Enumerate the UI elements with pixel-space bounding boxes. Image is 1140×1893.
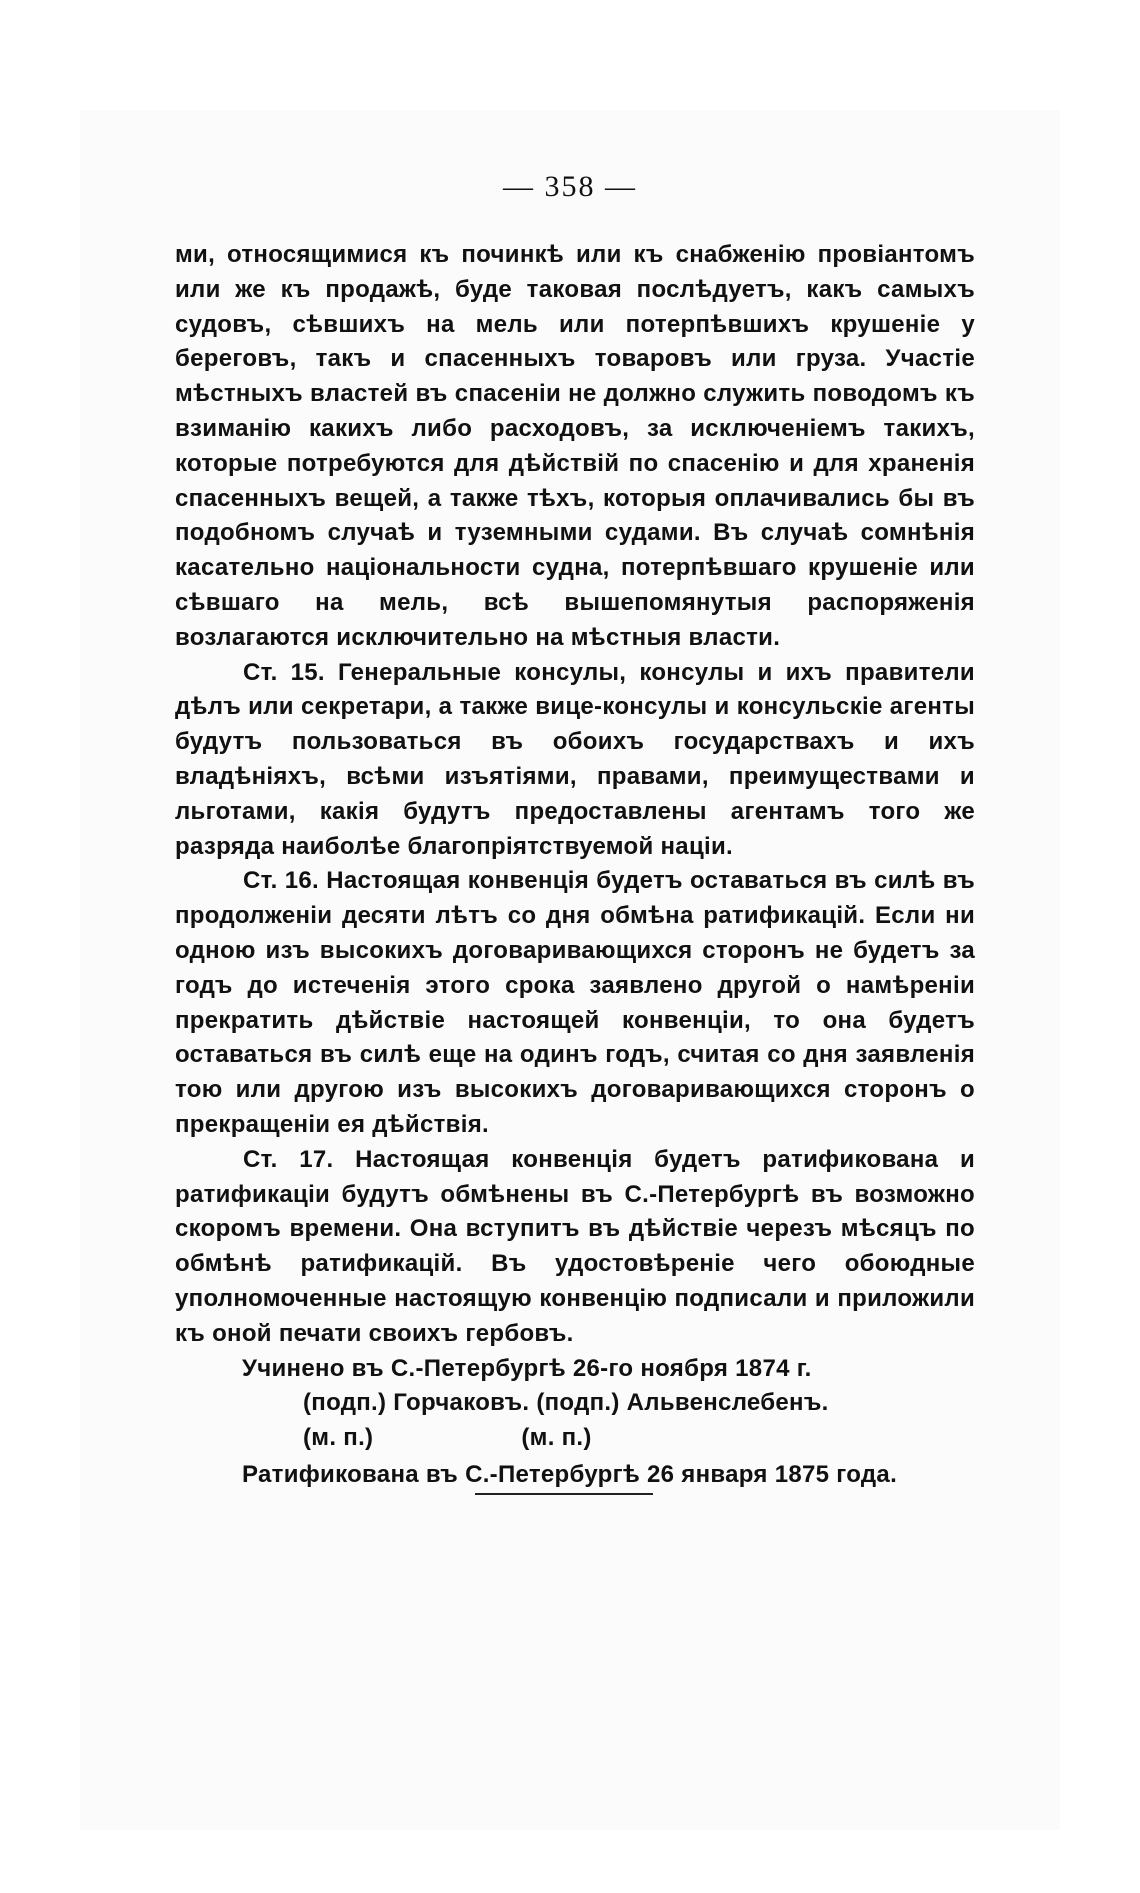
article-16: Ст. 16. Настоящая конвенція будетъ оставаться въ силѣ въ продолженіи десяти лѣтъ со дня обмѣна ратификацій. Если ни одною изъ высокихъ договаривающихся сторонъ не будетъ за годъ до истеченія этого срока заявлено другой о намѣреніи прекратить дѣйствіе настоящей конвенціи, то она будетъ оставаться въ силѣ еще на одинъ годъ, считая со дня заявленія тою или другою изъ высокихъ договаривающихся сторонъ о прекращеніи ея дѣйствія. bbox=[175, 867, 975, 1138]
signatories: (подп.) Горчаковъ. (подп.) Альвенслебенъ. bbox=[303, 1389, 829, 1417]
signing-place-date: Учинено въ С.-Петербургѣ 26-го ноября 1874 г. bbox=[242, 1354, 812, 1382]
page-number: — 358 — bbox=[503, 170, 637, 203]
ratification-date: Ратификована въ С.-Петербургѣ 26 января 1875 года. bbox=[242, 1460, 898, 1488]
seal-right: (м. п.) bbox=[521, 1424, 592, 1452]
document-body bbox=[175, 238, 975, 1493]
seal-left: (м. п.) bbox=[303, 1424, 374, 1452]
article-15: Ст. 15. Генеральные консулы, консулы и ихъ правители дѣлъ или секретари, а также вице-консулы и консульскіе агенты будутъ пользоваться въ обоихъ государствахъ и ихъ владѣніяхъ, всѣми изъятіями, правами, преимуществами и льготами, какія будутъ предоставлены агентамъ того же разряда наиболѣе благопріятствуемой націи. bbox=[175, 658, 975, 860]
seal-marks bbox=[175, 1421, 975, 1456]
end-rule bbox=[475, 1493, 653, 1495]
article-17: Ст. 17. Настоящая конвенція будетъ ратификована и ратификаціи будутъ обмѣнены въ С.-Петербургѣ въ возможно скоромъ времени. Она вступитъ въ дѣйствіе черезъ мѣсяцъ по обмѣнѣ ратификацій. Въ удостовѣреніе чего обоюдные уполномоченные настоящую конвенцію подписали и приложили къ оной печати своихъ гербовъ. bbox=[175, 1145, 975, 1347]
paragraph-continuation: ми, относящимися къ починкѣ или къ снабженію провіантомъ или же къ продажѣ, буде таковая послѣдуетъ, какъ самыхъ судовъ, сѣвшихъ на мель или потерпѣвшихъ крушеніе у береговъ, такъ и спасенныхъ товаровъ или груза. Участіе мѣстныхъ властей въ спасеніи не должно служить поводомъ къ взиманію какихъ либо расходовъ, за исключеніемъ такихъ, которые потребуются для дѣйствій по спасенію и для храненія спасенныхъ вещей, а также тѣхъ, которыя оплачивались бы въ подобномъ случаѣ и туземными судами. Въ случаѣ сомнѣнія касательно національности судна, потерпѣвшаго крушеніе или сѣвшаго на мель, всѣ вышепомянутыя распоряженія возлагаются исключительно на мѣстныя власти. bbox=[175, 241, 975, 651]
